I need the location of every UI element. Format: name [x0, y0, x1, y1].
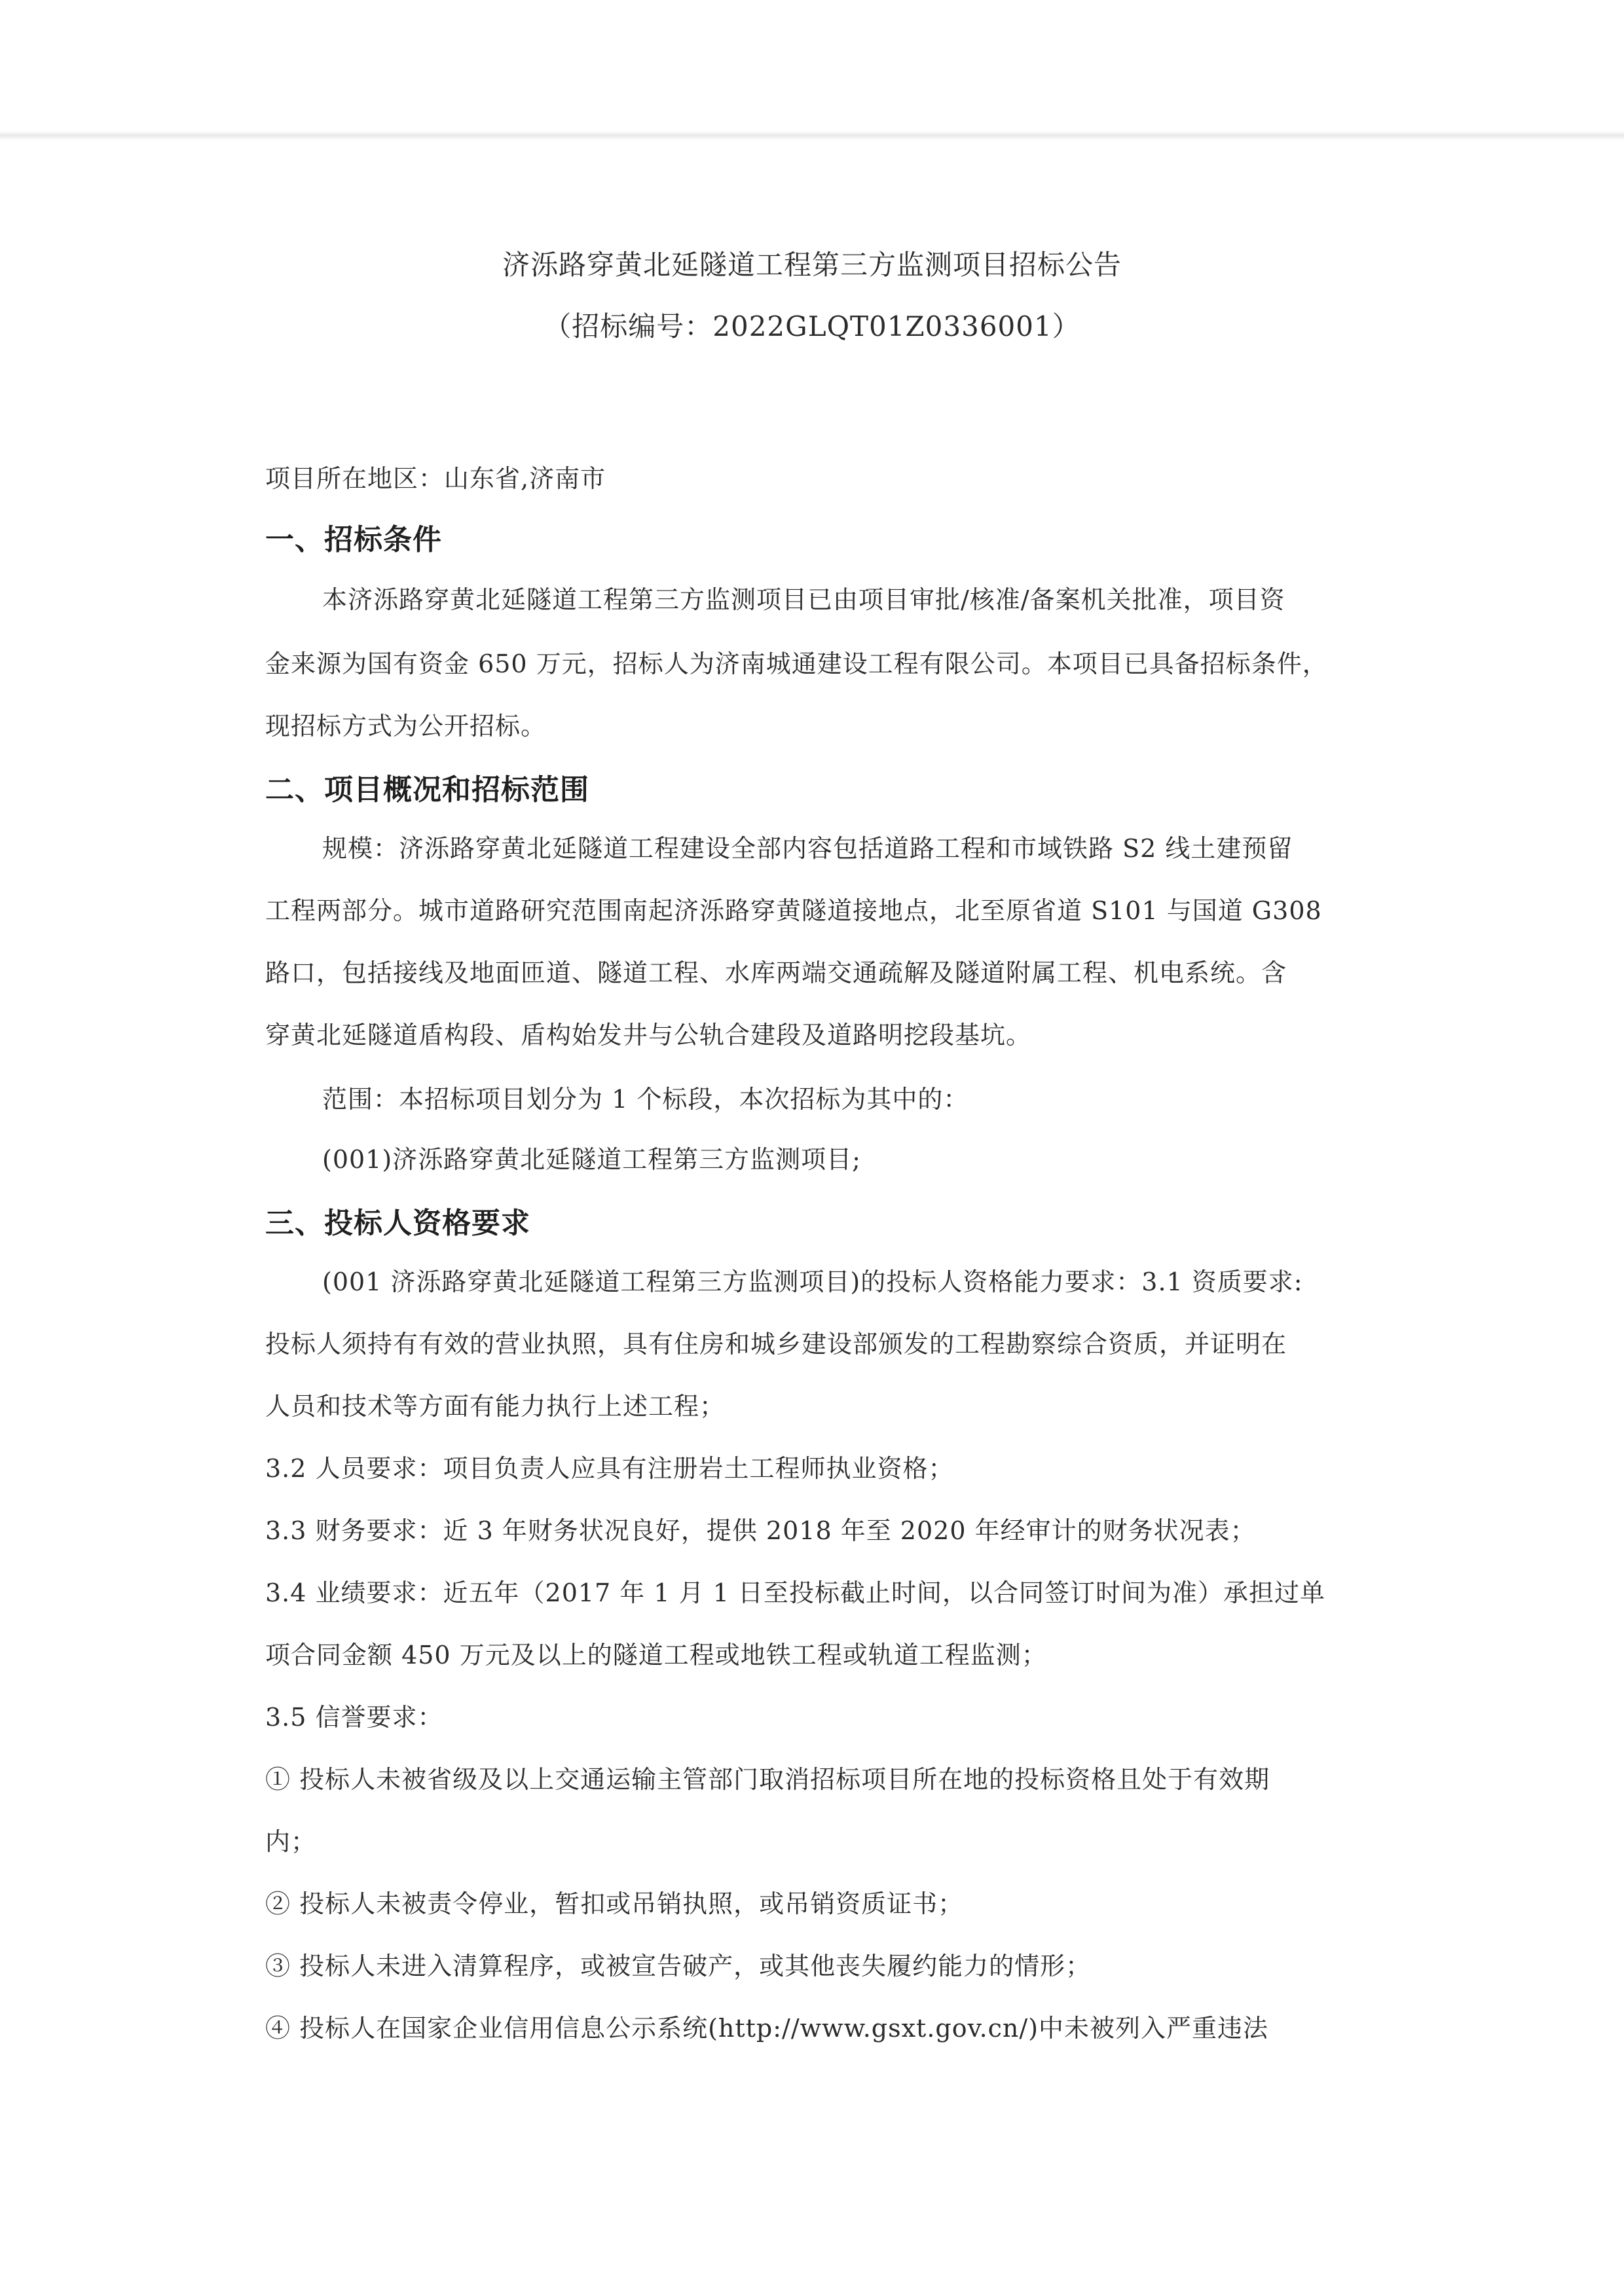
section-heading-project-overview: 二、项目概况和招标范围 — [265, 773, 589, 807]
section-heading-tender-conditions: 一、招标条件 — [265, 523, 442, 556]
paragraph-line: 工程两部分。城市道路研究范围南起济泺路穿黄隧道接地点，北至原省道 S101 与国道 G308 — [265, 896, 1322, 925]
paragraph-line: 投标人须持有有效的营业执照，具有住房和城乡建设部颁发的工程勘察综合资质，并证明在 — [265, 1330, 1287, 1358]
paragraph-line: 范围：本招标项目划分为 1 个标段，本次招标为其中的： — [322, 1085, 969, 1114]
paragraph-line: 穿黄北延隧道盾构段、盾构始发井与公轨合建段及道路明挖段基坑。 — [265, 1021, 1032, 1049]
tender-number: （招标编号：2022GLQT01Z0336001） — [544, 310, 1080, 342]
paragraph-line: 现招标方式为公开招标。 — [265, 712, 547, 740]
project-region: 项目所在地区：山东省,济南市 — [265, 464, 606, 493]
paragraph-line: 内； — [265, 1827, 317, 1856]
section-heading-bidder-qualifications: 三、投标人资格要求 — [265, 1207, 530, 1240]
paragraph-line: 3.5 信誉要求： — [265, 1703, 443, 1732]
paragraph-line: 3.4 业绩要求：近五年（2017 年 1 月 1 日至投标截止时间，以合同签订时间为准）承担过单 — [265, 1578, 1325, 1607]
paragraph-line: 人员和技术等方面有能力执行上述工程； — [265, 1392, 726, 1421]
document-title: 济泺路穿黄北延隧道工程第三方监测项目招标公告 — [502, 249, 1122, 281]
paragraph-line: 项合同金额 450 万元及以上的隧道工程或地铁工程或轨道工程监测； — [265, 1641, 1047, 1669]
paragraph-line: 本济泺路穿黄北延隧道工程第三方监测项目已由项目审批/核准/备案机关批准，项目资 — [322, 585, 1285, 614]
paragraph-line: (001 济泺路穿黄北延隧道工程第三方监测项目)的投标人资格能力要求：3.1 资质要求: — [322, 1267, 1303, 1296]
paragraph-line: ③ 投标人未进入清算程序，或被宣告破产，或其他丧失履约能力的情形； — [265, 1952, 1092, 1980]
paragraph-line: ① 投标人未被省级及以上交通运输主管部门取消招标项目所在地的投标资格且处于有效期 — [265, 1765, 1270, 1794]
paragraph-line: 路口，包括接线及地面匝道、隧道工程、水库两端交通疏解及隧道附属工程、机电系统。含 — [265, 958, 1287, 987]
paragraph-line: 3.2 人员要求：项目负责人应具有注册岩土工程师执业资格； — [265, 1454, 954, 1483]
scan-top-shadow — [0, 131, 1624, 140]
paragraph-line: ④ 投标人在国家企业信用信息公示系统(http://www.gsxt.gov.cn/)中未被列入严重违法 — [265, 2014, 1269, 2043]
paragraph-line: (001)济泺路穿黄北延隧道工程第三方监测项目; — [322, 1145, 861, 1174]
paragraph-line: 规模：济泺路穿黄北延隧道工程建设全部内容包括道路工程和市域铁路 S2 线土建预留 — [322, 834, 1293, 863]
paragraph-line: 金来源为国有资金 650 万元，招标人为济南城通建设工程有限公司。本项目已具备招标条件， — [265, 649, 1328, 678]
paragraph-line: ② 投标人未被责令停业，暂扣或吊销执照，或吊销资质证书； — [265, 1889, 964, 1918]
paragraph-line: 3.3 财务要求：近 3 年财务状况良好，提供 2018 年至 2020 年经审计的财务状况表； — [265, 1516, 1256, 1545]
